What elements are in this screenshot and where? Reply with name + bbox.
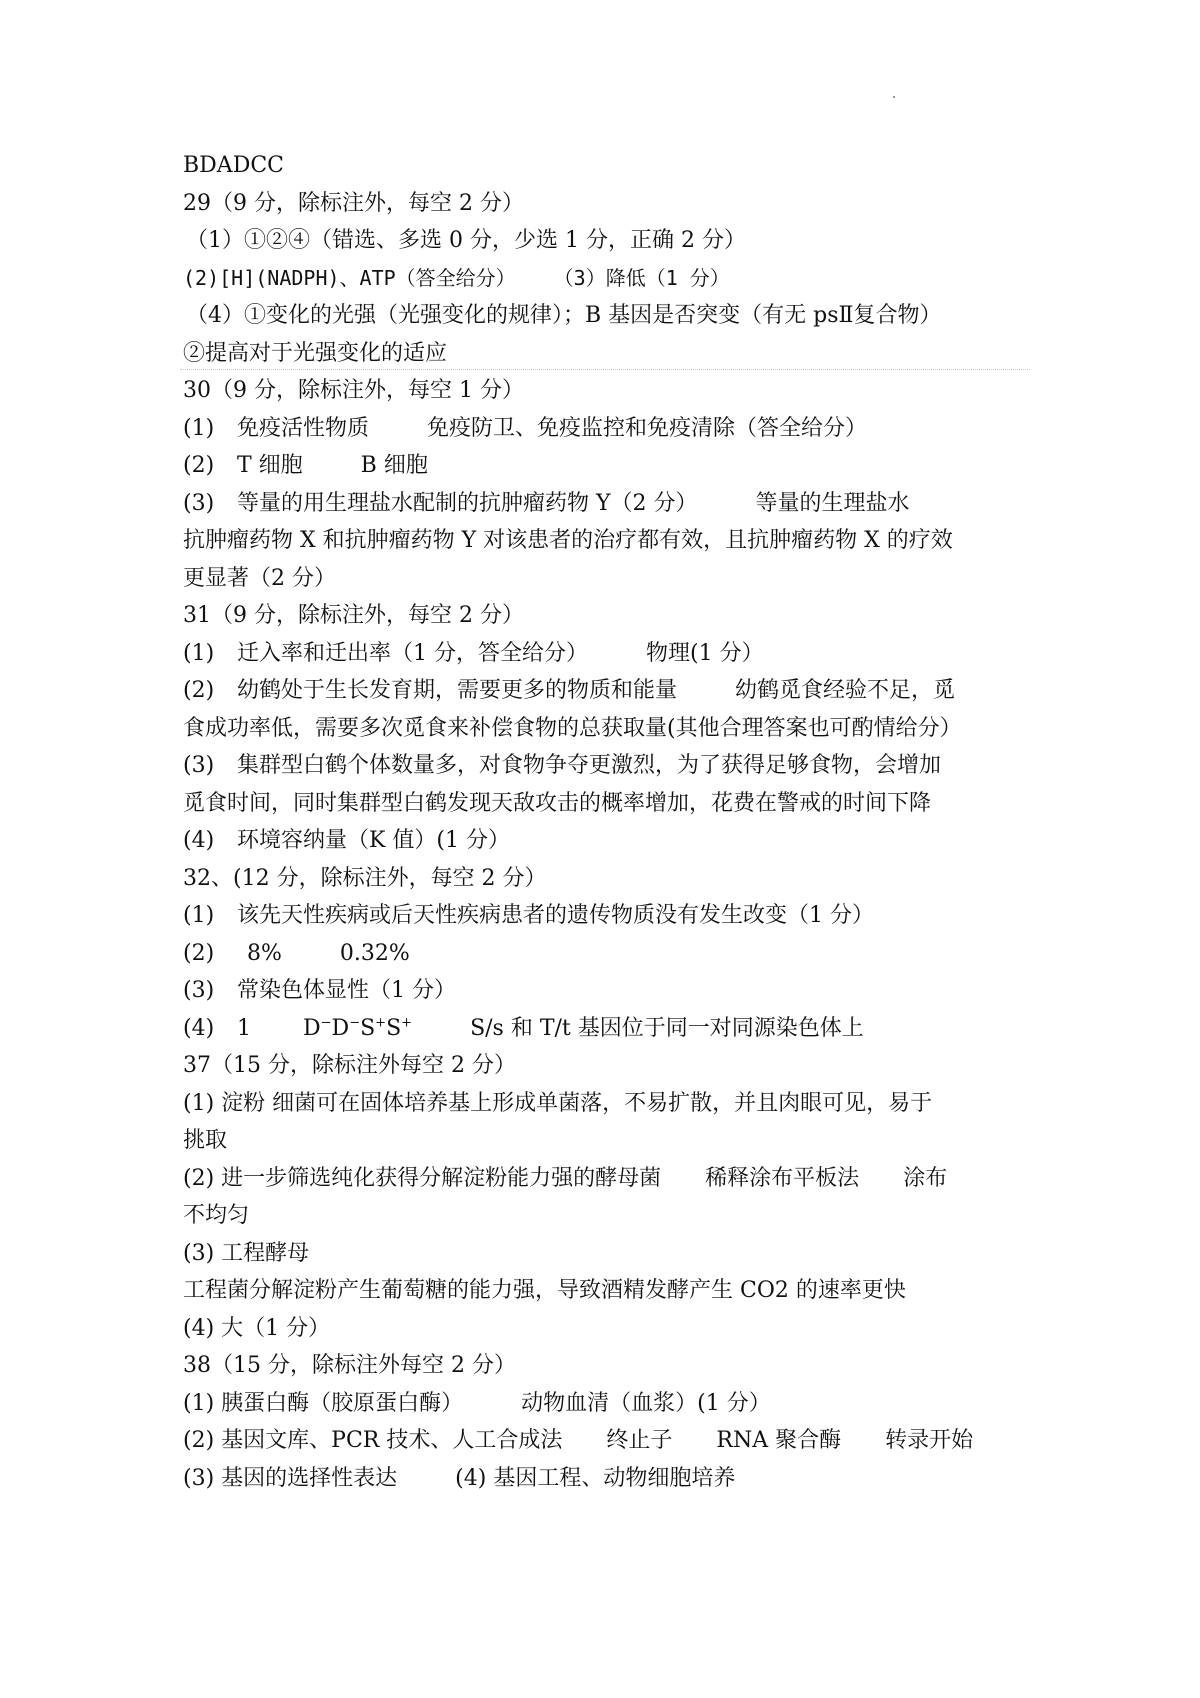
q38-ans2a: (2) 基因文库、PCR 技术、人工合成法 xyxy=(183,1428,563,1453)
q37-part1: (1) 淀粉 细菌可在固体培养基上形成单菌落，不易扩散，并且肉眼可见，易于 xyxy=(183,1090,933,1116)
q38-ans1b: 动物血清（血浆）(1 分） xyxy=(521,1390,771,1416)
q32-num1: (1) xyxy=(183,903,215,928)
q30-part2 xyxy=(183,447,1028,485)
q32-ans1: 该先天性疾病或后天性疾病患者的遗传物质没有发生改变（1 分） xyxy=(237,903,874,928)
q37-part3: (3) 工程酵母 xyxy=(183,1240,310,1266)
q30-ans3b: 等量的生理盐水 xyxy=(755,490,910,516)
q30-part3-cont: 抗肿瘤药物 X 和抗肿瘤药物 Y 对该患者的治疗都有效，且抗肿瘤药物 X 的疗效 xyxy=(183,528,953,553)
q31-part2 xyxy=(183,672,1028,710)
q30-num1: (1) xyxy=(183,415,215,441)
q31-part2-cont: 食成功率低，需要多次觅食来补偿食物的总获取量(其他合理答案也可酌情给分） xyxy=(183,715,962,741)
q32-ans4a: 1 xyxy=(237,1015,251,1041)
q29-header: 29（9 分，除标注外，每空 2 分） xyxy=(183,190,524,216)
q31-part3 xyxy=(183,747,1028,785)
q38-ans2c: RNA 聚合酶 xyxy=(716,1428,842,1453)
q31-part1 xyxy=(183,635,1028,673)
q30-ans2b: B 细胞 xyxy=(360,453,428,478)
q31-num4: (4) xyxy=(183,828,215,853)
q38-ans4: (4) 基因工程、动物细胞培养 xyxy=(455,1465,736,1491)
mc-answers: BDADCC xyxy=(183,153,284,178)
q30-header: 30（9 分，除标注外，每空 1 分） xyxy=(183,378,524,403)
q38-part1 xyxy=(183,1385,1028,1423)
q32-num3: (3) xyxy=(183,978,215,1003)
q32-part4 xyxy=(183,1010,1028,1048)
q37-part4: (4) 大（1 分） xyxy=(183,1315,331,1341)
q31-ans1a: 迁入率和迁出率（1 分，答全给分） xyxy=(237,640,588,666)
q37-part2-cont: 不均匀 xyxy=(183,1203,250,1228)
q38-ans2b: 终止子 xyxy=(606,1428,673,1453)
q29-part1: （1）①②④（错选、多选 0 分，少选 1 分，正确 2 分） xyxy=(186,228,746,253)
q29-part2: (2)[H](NADPH)、ATP（答全给分） xyxy=(183,265,516,290)
q31-part3-cont: 觅食时间，同时集群型白鹤发现天敌攻击的概率增加，花费在警戒的时间下降 xyxy=(183,790,932,816)
q32-ans2b: 0.32% xyxy=(339,940,410,966)
q38-ans2d: 转录开始 xyxy=(885,1428,974,1453)
q37-part1-cont: 挑取 xyxy=(183,1128,228,1153)
q31-part4 xyxy=(183,822,1028,860)
q37-header: 37（15 分，除标注外每空 2 分） xyxy=(183,1053,516,1078)
q38-header: 38（15 分，除标注外每空 2 分） xyxy=(183,1353,516,1378)
q29-part3: （3）降低（1 分） xyxy=(553,265,730,290)
q37-part3-cont: 工程菌分解淀粉产生葡萄糖的能力强，导致酒精发酵产生 CO2 的速率更快 xyxy=(183,1278,906,1303)
q30-ans3a: 等量的用生理盐水配制的抗肿瘤药物 Y（2 分） xyxy=(237,490,698,516)
q31-num3: (3) xyxy=(183,753,215,778)
q30-ans2a: T 细胞 xyxy=(237,453,303,478)
q32-ans4c: S/s 和 T/t 基因位于同一对同源染色体上 xyxy=(470,1015,864,1041)
q31-ans4: 环境容纳量（K 值）(1 分） xyxy=(237,828,511,853)
q29-part4b: ②提高对于光强变化的适应 xyxy=(183,340,448,366)
q31-num2: (2) xyxy=(183,678,215,703)
q29-part4a: （4）①变化的光强（光强变化的规律）；B 基因是否突变（有无 psⅡ复合物） xyxy=(186,303,942,328)
q32-part2 xyxy=(183,935,1028,973)
q37-ans2b: 稀释涂布平板法 xyxy=(705,1165,860,1191)
q37-part2 xyxy=(183,1160,1028,1198)
q32-num4: (4) xyxy=(183,1015,215,1041)
scan-speck xyxy=(893,96,895,98)
q37-ans2a: (2) 进一步筛选纯化获得分解淀粉能力强的酵母菌 xyxy=(183,1165,662,1191)
q30-num3: (3) xyxy=(183,490,215,516)
q32-part1 xyxy=(183,897,1028,935)
q31-header: 31（9 分，除标注外，每空 2 分） xyxy=(183,603,524,628)
q30-num2: (2) xyxy=(183,453,215,478)
q30-ans1b: 免疫防卫、免疫监控和免疫清除（答全给分） xyxy=(427,415,868,441)
q38-part2 xyxy=(183,1422,1028,1460)
q32-num2: (2) xyxy=(183,940,215,966)
q32-part3 xyxy=(183,972,1028,1010)
q32-ans3: 常染色体显性（1 分） xyxy=(237,978,456,1003)
q30-part1 xyxy=(183,410,1028,448)
q31-ans3a: 集群型白鹤个体数量多，对食物争夺更激烈，为了获得足够食物，会增加 xyxy=(237,753,942,778)
q31-ans1b: 物理(1 分） xyxy=(646,640,764,666)
q37-ans2c: 涂布 xyxy=(903,1165,948,1191)
q32-genotype: D−D−S+S+ xyxy=(303,1015,413,1041)
q32-ans2a: 8% xyxy=(247,940,282,966)
q38-part3-4 xyxy=(183,1460,1028,1498)
q31-ans2a: 幼鹤处于生长发育期，需要更多的物质和能量 xyxy=(237,678,678,703)
answer-key xyxy=(183,147,1028,1497)
q38-ans1a: (1) 胰蛋白酶（胶原蛋白酶） xyxy=(183,1390,464,1416)
q32-header: 32、(12 分，除标注外，每空 2 分） xyxy=(183,865,547,891)
q30-part3 xyxy=(183,485,1028,523)
q31-ans2b: 幼鹤觅食经验不足，觅 xyxy=(735,678,956,703)
q29-part2-3 xyxy=(183,260,1028,298)
q30-ans1a: 免疫活性物质 xyxy=(237,415,370,441)
q30-part3-end: 更显著（2 分） xyxy=(183,565,336,591)
q31-num1: (1) xyxy=(183,640,215,666)
q38-ans3: (3) 基因的选择性表达 xyxy=(183,1465,398,1491)
